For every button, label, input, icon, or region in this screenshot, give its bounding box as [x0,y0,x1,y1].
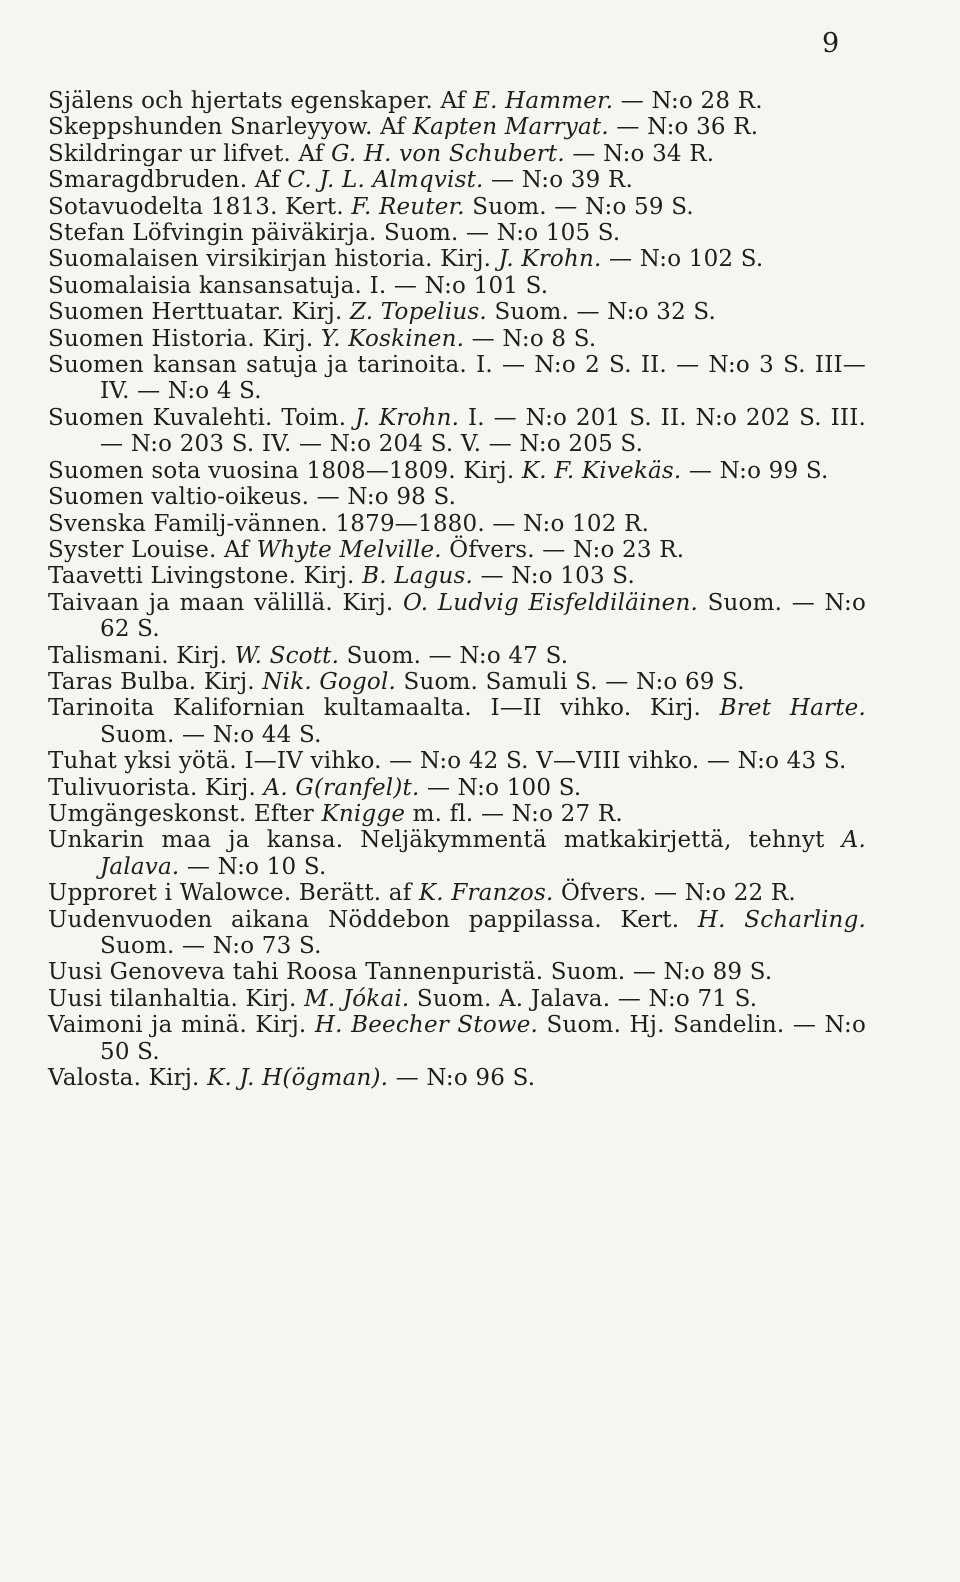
entry-text: Suom. — N:o 62 S. [100,589,866,643]
catalog-entry [48,1012,866,1065]
catalog-entry [48,959,866,985]
catalog-entry [48,326,866,352]
catalog-entry [48,220,866,246]
entry-text: Suomalaisen virsikirjan historia. Kirj. [48,246,499,273]
entry-author-italic: Nik. Gogol. [262,668,397,695]
entry-author-italic: M. Jókai. [304,985,410,1012]
entry-author-italic: Y. Koskinen. [320,325,465,352]
catalog-entry [48,1065,866,1091]
page-number: 9 [822,28,840,59]
entry-text: Suomen valtio-oikeus. — N:o 98 S. [48,484,457,511]
entry-text: Svenska Familj-vännen. 1879—1880. — N:o 102 R. [48,510,650,537]
entry-text: Uusi tilanhaltia. Kirj. [48,985,305,1012]
entry-author-italic: K. J. H(ögman). [207,1065,389,1092]
entry-author-italic: B. Lagus. [362,563,474,590]
entry-author-italic: F. Reuter. [351,193,465,220]
entry-author-italic: E. Hammer. [473,88,614,114]
catalog-entry [48,643,866,669]
entry-text: — N:o 100 S. [419,774,582,801]
entry-text: — N:o 36 R. [608,114,759,141]
catalog-entry [48,775,866,801]
entry-text: Suomen sota vuosina 1808—1809. Kirj. [48,457,522,484]
entry-text: Tuhat yksi yötä. I—IV vihko. — N:o 42 S. V—VIII vihko. — N:o 43 S. [48,748,847,775]
entry-author-italic: A. G(ranfel)t. [263,774,420,801]
entry-text: Tarinoita Kalifornian kultamaalta. I—II vihko. Kirj. [48,695,720,722]
catalog-entry [48,695,866,748]
entry-author-italic: Whyte Melville. [256,536,442,563]
entry-text: — N:o 103 S. [473,563,635,590]
catalog-entry [48,563,866,589]
entry-text: Upproret i Walowce. Berätt. af [48,880,419,907]
entry-text: Suomalaisia kansansatuja. I. — N:o 101 S. [48,272,549,299]
catalog-entry [48,141,866,167]
catalog-entry [48,986,866,1012]
entry-author-italic: W. Scott. [234,642,340,669]
entry-author-italic: J. Krohn. [498,246,602,273]
entry-text: Uudenvuoden aikana Nöddebon pappilassa. Kert. [48,906,698,933]
entry-author-italic: Knigge [321,800,406,827]
catalog-entry [48,299,866,325]
entry-text: Skeppshunden Snarleyyow. Af [48,114,413,141]
entry-text: m. fl. — N:o 27 R. [405,800,623,827]
entry-text: Vaimoni ja minä. Kirj. [48,1012,315,1039]
entry-author-italic: Z. Topelius. [349,299,487,326]
catalog-entry [48,748,866,774]
entry-author-italic: Bret Harte. [719,695,866,722]
entry-text: Suom. — N:o 73 S. [100,933,322,959]
entry-text: Suom. Samuli S. — N:o 69 S. [396,668,745,695]
entry-text: Själens och hjertats egenskaper. Af [48,88,474,114]
entry-text: Taavetti Livingstone. Kirj. [48,563,363,590]
entry-text: Tulivuorista. Kirj. [48,774,264,801]
entry-text: Umgängeskonst. Efter [48,800,322,827]
entry-text: — N:o 99 S. [681,457,829,484]
entry-author-italic: A. Jalava. [100,827,866,880]
catalog-entry [48,194,866,220]
entry-author-italic: J. Krohn. [355,404,460,431]
entry-text: — N:o 10 S. [179,853,327,880]
catalog-list [48,88,866,1091]
entry-text: — N:o 34 R. [564,140,715,167]
entry-text: Smaragdbruden. Af [48,167,288,194]
entry-text: Sotavuodelta 1813. Kert. [48,193,352,220]
entry-author-italic: G. H. von Schubert. [331,140,565,167]
catalog-entry [48,114,866,140]
catalog-entry [48,511,866,537]
entry-text: Uusi Genoveva tahi Roosa Tannenpuristä. Suom. — N:o 89 S. [48,959,773,986]
catalog-entry [48,907,866,960]
catalog-entry [48,88,866,114]
entry-author-italic: O. Ludvig Eisfeldiläinen. [403,589,698,616]
entry-text: — N:o 39 R. [483,167,633,194]
entry-author-italic: K. F. Kivekäs. [521,457,682,484]
catalog-entry [48,590,866,643]
catalog-entry [48,827,866,880]
entry-text: — N:o 96 S. [388,1065,536,1092]
catalog-entry [48,352,866,405]
entry-author-italic: Kapten Marryat. [412,114,609,141]
entry-text: Suom. — N:o 47 S. [339,642,569,669]
entry-text: Suom. — N:o 59 S. [464,193,694,220]
catalog-entry [48,880,866,906]
entry-text: Suomen Historia. Kirj. [48,325,321,352]
catalog-entry [48,537,866,563]
entry-text: Öfvers. — N:o 23 R. [441,536,685,563]
entry-text: Skildringar ur lifvet. Af [48,140,332,167]
entry-text: Suom. — N:o 32 S. [486,299,717,326]
entry-text: Unkarin maa ja kansa. Neljäkymmentä matkakirjettä, tehnyt [48,827,842,854]
entry-text: Syster Louise. Af [48,536,257,563]
entry-text: Suomen Kuvalehti. Toim. [48,404,356,431]
catalog-entry [48,801,866,827]
catalog-entry [48,405,866,458]
entry-author-italic: H. Beecher Stowe. [314,1012,539,1039]
entry-text: Valosta. Kirj. [48,1065,208,1092]
catalog-entry [48,669,866,695]
entry-text: Taivaan ja maan välillä. Kirj. [48,589,404,616]
entry-text: — N:o 28 R. [613,88,763,114]
entry-text: — N:o 8 S. [464,325,597,352]
entry-text: Suom. Hj. Sandelin. — N:o 50 S. [100,1012,866,1065]
entry-text: Suomen kansan satuja ja tarinoita. I. — N:o 2 S. II. — N:o 3 S. III—IV. — N:o 4 S. [48,352,866,405]
catalog-entry [48,167,866,193]
entry-text: Suom. A. Jalava. — N:o 71 S. [409,985,758,1012]
entry-text: Talismani. Kirj. [48,642,235,669]
entry-author-italic: C. J. L. Almqvist. [287,167,484,194]
catalog-entry [48,273,866,299]
entry-text: I. — N:o 201 S. II. N:o 202 S. III. — N:o 203 S. IV. — N:o 204 S. V. — N:o 205 S. [100,404,866,458]
catalog-entry [48,246,866,272]
entry-author-italic: K. Franzos. [418,880,554,907]
entry-text: Stefan Löfvingin päiväkirja. Suom. — N:o 105 S. [48,220,621,247]
entry-text: Suomen Herttuatar. Kirj. [48,299,350,326]
entry-text: Suom. — N:o 44 S. [100,721,322,748]
entry-text: Taras Bulba. Kirj. [48,668,263,695]
entry-text: Öfvers. — N:o 22 R. [553,880,796,907]
catalog-entry [48,458,866,484]
entry-author-italic: H. Scharling. [697,906,867,933]
catalog-entry [48,484,866,510]
entry-text: — N:o 102 S. [601,246,764,273]
